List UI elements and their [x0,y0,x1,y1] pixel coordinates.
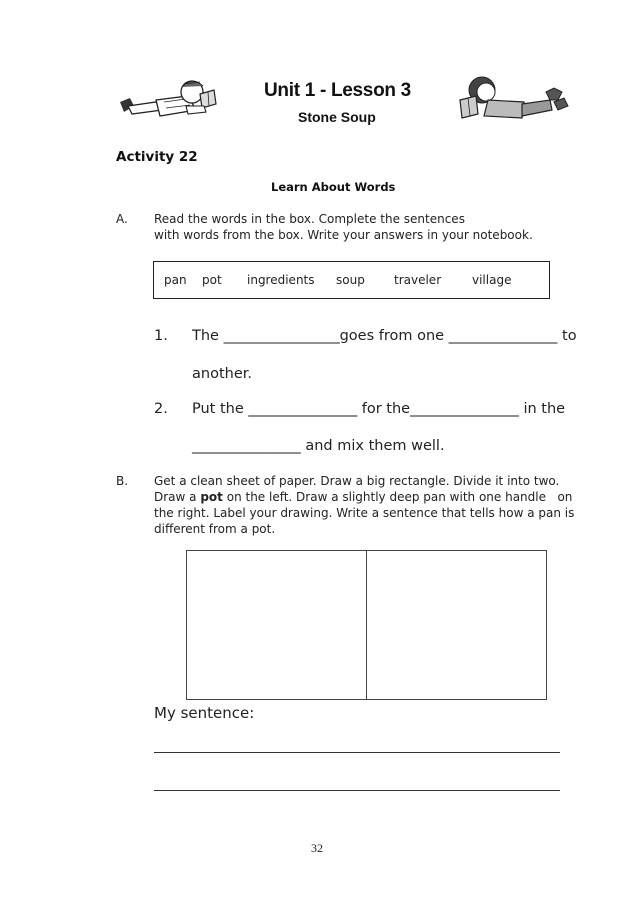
item-1-line-2: another. [192,366,252,382]
answer-line [154,752,560,753]
answer-line [154,790,560,791]
word-box-item: pan [164,273,187,287]
section-b-line-2-start: Draw a [154,490,201,504]
drawing-box-divider [366,550,367,700]
item-2-line-2: _______________ and mix them well. [192,438,445,454]
section-b-line-2-end: on the left. Draw a slightly deep pan with one handle on [222,490,573,504]
girl-reading-icon [458,70,570,130]
word-box-item: pot [202,273,222,287]
lesson-subtitle: Stone Soup [298,109,376,125]
item-number: 1. [154,328,168,344]
section-b-letter: B. [116,474,129,488]
item-1-line-1: The ________________goes from one _______________ to [192,328,577,344]
section-b-line-4: different from a pot. [154,522,276,536]
lesson-title: Unit 1 - Lesson 3 [264,80,411,101]
page-number: 32 [311,841,323,855]
section-heading: Learn About Words [271,180,396,194]
word-box-item: ingredients [247,273,315,287]
word-box [153,261,550,299]
section-b-instructions [154,473,574,537]
my-sentence-label: My sentence: [154,704,255,722]
section-a-line-1: Read the words in the box. Complete the sentences [154,212,465,226]
item-number: 2. [154,401,168,417]
section-a-instructions [154,211,533,243]
bold-word-pot: pot [200,490,223,504]
word-box-item: soup [336,273,365,287]
word-box-item: village [472,273,512,287]
boy-reading-icon [116,72,226,128]
section-b-line-3: the right. Label your drawing. Write a sentence that tells how a pan is [154,506,575,520]
section-a-line-2: with words from the box. Write your answers in your notebook. [154,228,533,242]
section-a-letter: A. [116,212,128,226]
section-b-line-2 [154,489,574,505]
item-2-line-1: Put the _______________ for the_______________ in the [192,401,566,417]
word-box-item: traveler [394,273,442,287]
section-b-line-1: Get a clean sheet of paper. Draw a big rectangle. Divide it into two. [154,474,560,488]
activity-label: Activity 22 [116,149,198,165]
